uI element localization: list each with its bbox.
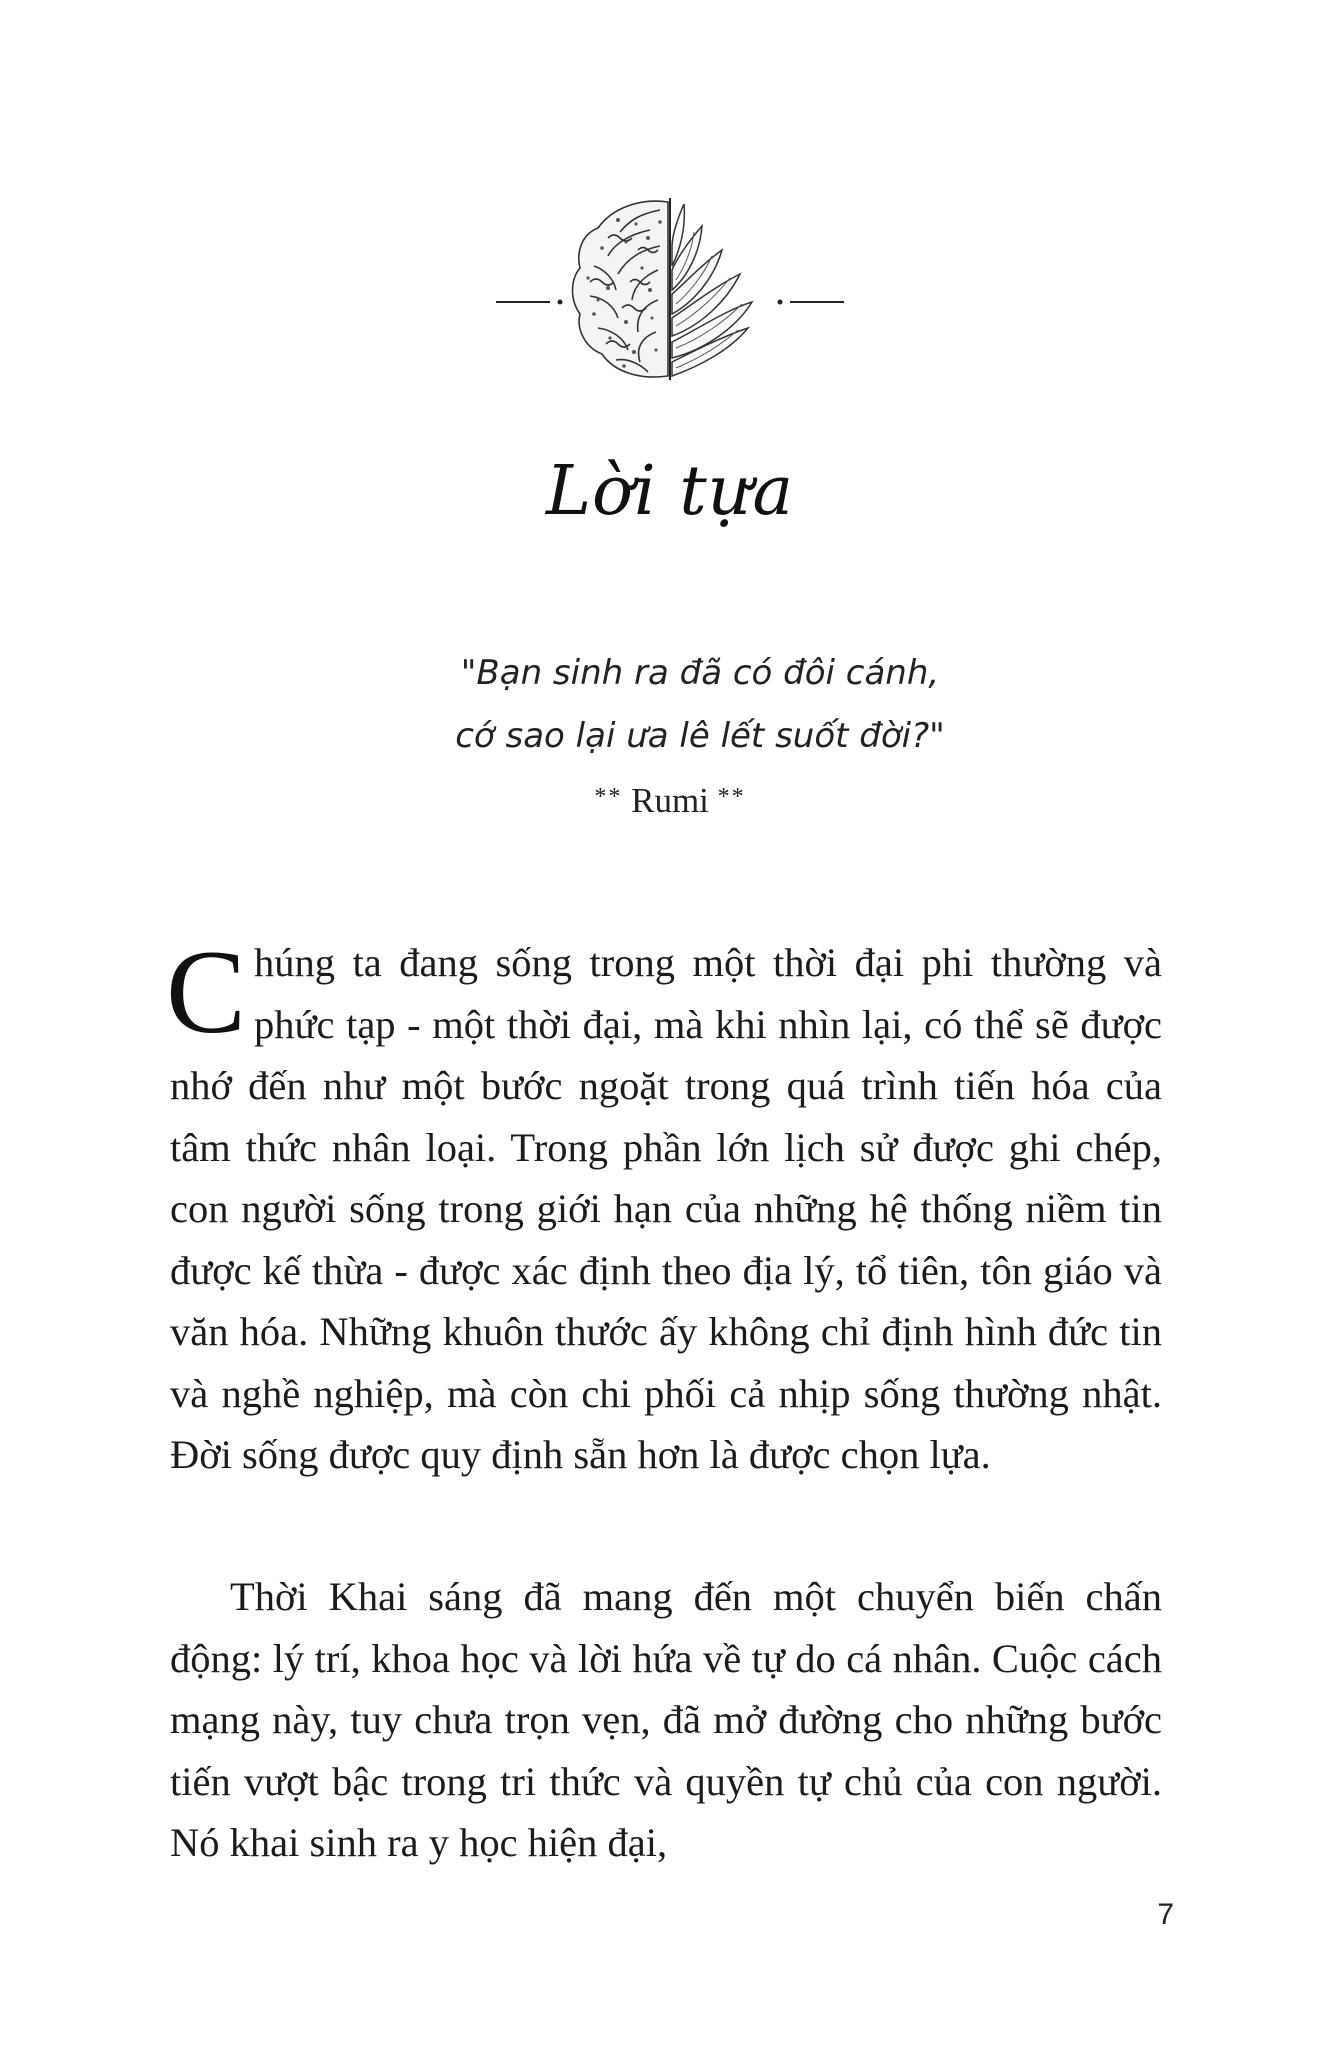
brain-lotus-icon — [490, 190, 850, 400]
attribution-stars-right: ** — [717, 784, 746, 810]
page-number: 7 — [1157, 1898, 1174, 1931]
epigraph-quote — [300, 642, 1100, 768]
body-paragraph-2: Thời Khai sáng đã mang đến một chuyển biến chấn động: lý trí, khoa học và lời hứa về tự do cá nhân. Cuộc cách mạng này, tuy chưa trọn vẹn, đã mở đường cho những bước tiến vượt bậc trong tri thức và quyền tự chủ của con người. Nó khai sinh ra y học hiện đại, — [170, 1574, 1162, 1865]
attribution-stars-left: ** — [594, 784, 623, 810]
chapter-title: Lời tựa — [545, 452, 795, 531]
drop-cap: C — [166, 925, 247, 1058]
body-paragraph-1 — [166, 925, 1162, 1486]
paragraph-1-text: húng ta đang sống trong một thời đại phi thường và phức tạp - một thời đại, mà khi nhìn lại, có thể sẽ được nhớ đến như một bước ngoặt trong quá trình tiến hóa của tâm thức nhân loại. Trong phần lớn lịch sử được ghi chép, con người sống trong giới hạn của những hệ thống niềm tin được kế thừa - được xác định theo địa lý, tổ tiên, tôn giáo và văn hóa. Những khuôn thước ấy không chỉ định hình đức tin và nghề nghiệp, mà còn chi phối cả nhịp sống thường nhật. Đời sống được quy định sẵn hơn là được chọn lựa. — [170, 940, 1162, 1477]
epigraph-attribution — [0, 772, 1340, 826]
epigraph-line-1: "Bạn sinh ra đã có đôi cánh, — [460, 653, 940, 693]
epigraph-line-2: cớ sao lại ưa lê lết suốt đời?" — [455, 716, 945, 756]
attribution-author: Rumi — [631, 781, 709, 820]
